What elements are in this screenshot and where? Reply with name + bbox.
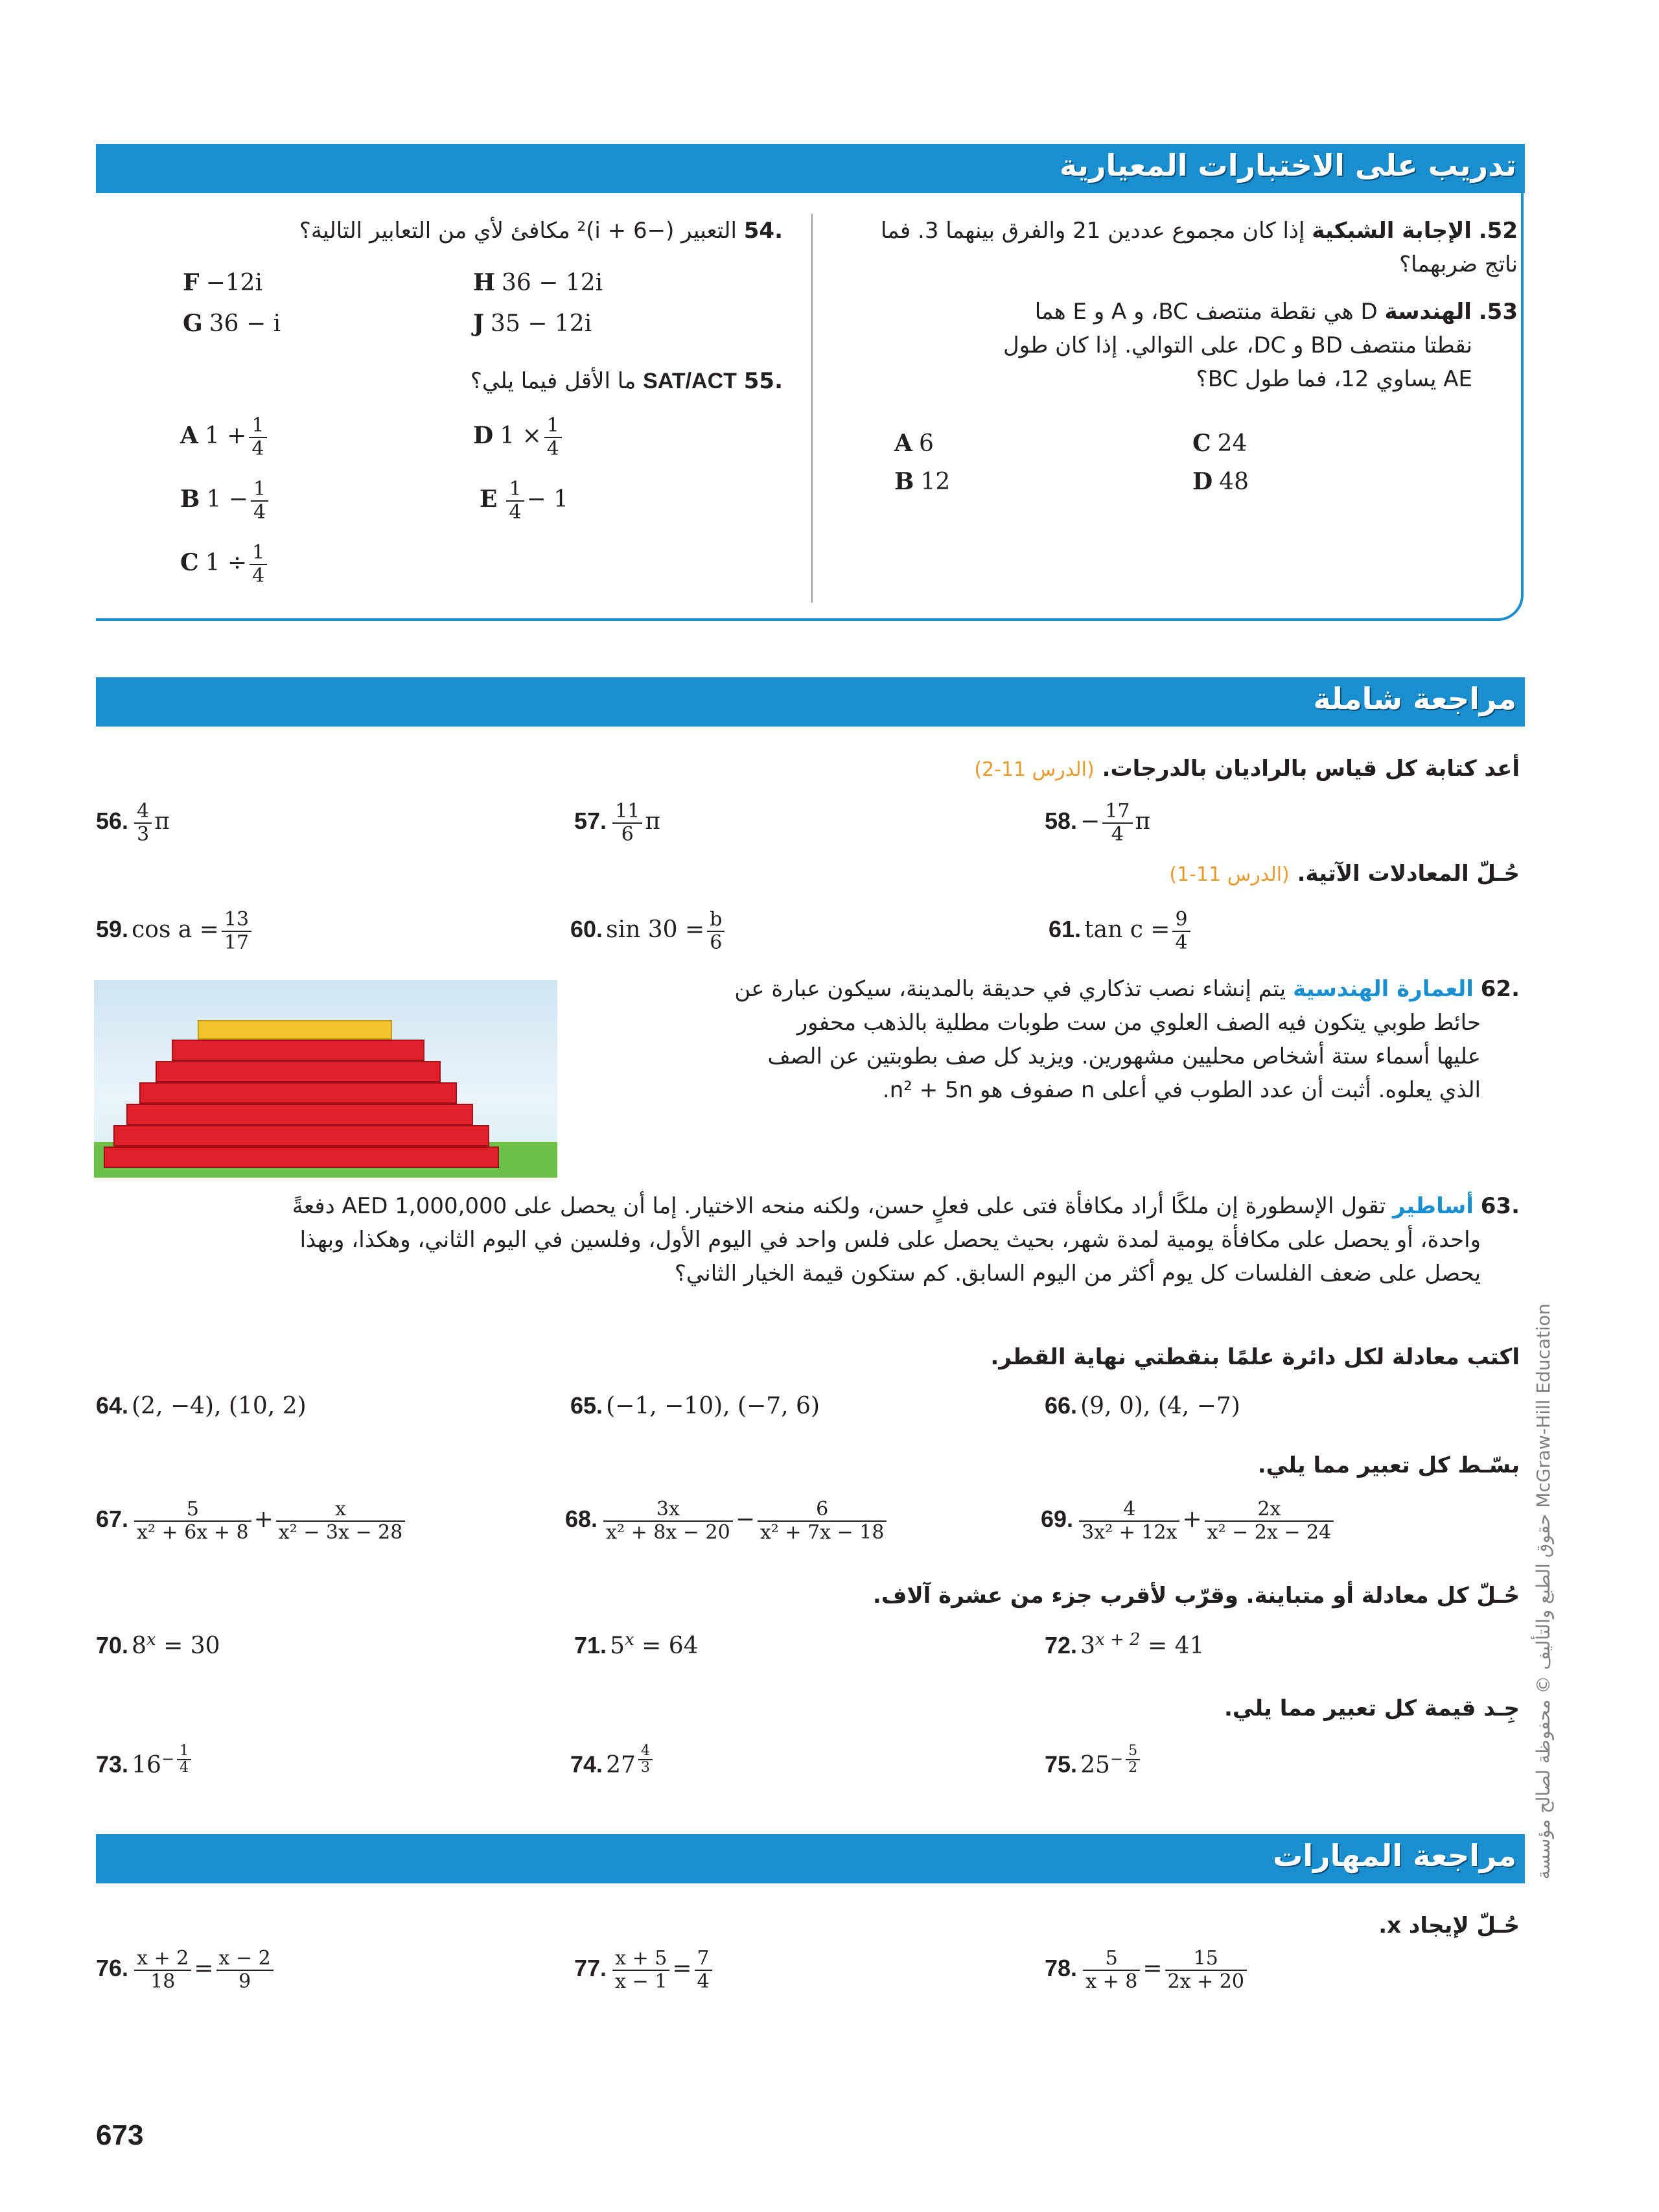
numerator: 5 [134,1498,251,1522]
q55-choice-d[interactable] [473,415,564,460]
denominator: 2 [1128,1760,1138,1776]
fractional-exponent [161,1743,194,1776]
brick-row-3 [126,1104,473,1125]
choice-value: 1 + [204,423,247,449]
q55-text: ما الأقل فيما يلي؟ [470,368,636,394]
q53-number: 53. [1478,299,1518,325]
problem-number: 64. [96,1392,129,1419]
choice-key: A [894,430,912,457]
numerator: x + 2 [134,1948,191,1971]
denominator: 3x² + 12x [1082,1521,1178,1544]
denominator: 2x + 20 [1167,1970,1244,1993]
fraction [134,1948,191,1993]
choice-key: F [183,269,200,296]
q52-text: إذا كان مجموع عددين 21 والفرق بينهما 3. فما ناتج ضربهما؟ [880,218,1518,277]
q62-line-3: عليها أسماء ستة أشخاص محليين مشهورين. ويزيد كل صف بطوبتين عن الصف [767,1043,1481,1069]
fraction [638,1743,653,1776]
base: 16 [132,1751,161,1778]
q54-choice-h[interactable] [473,269,603,296]
q62-line-2: حائط طوبي يتكون فيه الصف العلوي من ست طوبات مطلية بالذهب محفور [796,1010,1481,1036]
problem-57 [574,800,660,846]
problem-67 [96,1498,408,1544]
right-hand-side: = 64 [642,1633,699,1659]
expression: sin 30 = [606,916,705,943]
expression: tan c = [1084,916,1170,943]
problem-number: 76. [96,1955,129,1981]
q53-choice-d[interactable] [1192,468,1249,495]
q62-line-4: الذي يعلوه. أثبت أن عدد الطوب في أعلى n صفوف هو n² + 5n. [882,1077,1481,1103]
problem-76: 76. $\frac{x + 2}{18}$ = $\frac{x - 2}{9}$ [96,1948,276,1993]
problem-number: 57. [574,808,607,834]
instruction-text: أعد كتابة كل قياس بالراديان بالدرجات. [1102,756,1520,782]
q55-choice-b[interactable] [180,478,271,524]
fractional-exponent [636,1743,655,1776]
numerator: 5 [1083,1948,1140,1971]
choice-key: B [894,468,914,495]
q53-choice-b[interactable] [894,468,950,495]
problem-74 [570,1743,655,1778]
fraction [222,909,251,954]
problem-66 [1045,1392,1240,1419]
denominator: 6 [621,823,634,846]
fraction-one-quarter: $\frac{1}{4}$ [506,478,524,524]
denominator: x² − 2x − 24 [1207,1521,1332,1544]
operator: − [735,1506,755,1533]
q63-line-1 [107,1189,1520,1223]
brick-row-6 [172,1040,424,1061]
problem-77: 77. $\frac{x + 5}{x - 1}$ = $\frac{7}{4}$ [574,1948,715,1993]
lesson-ref: (الدرس 11-1) [1169,863,1290,886]
question-62 [548,972,1520,1107]
fraction [1172,909,1190,954]
denominator: x² + 7x − 18 [760,1521,885,1544]
problem-61 [1049,909,1193,954]
q54-number: .54 [743,218,783,244]
q62-number: .62 [1480,976,1520,1002]
exponent-sign: − [161,1749,175,1768]
fraction [216,1948,273,1993]
fraction [1079,1498,1179,1544]
problem-75 [1045,1743,1143,1778]
q52-label: الإجابة الشبكية [1312,218,1472,244]
choice-value: 48 [1219,469,1249,495]
problem-70 [96,1630,220,1659]
choice-key: C [180,549,199,576]
numerator: 11 [612,800,642,824]
brick-row-5 [156,1061,441,1082]
problem-number: 78. [1045,1955,1078,1981]
instruction-radians [159,752,1520,787]
numerator: 6 [758,1498,887,1522]
q52-number: 52. [1478,218,1518,244]
question-63 [107,1189,1520,1290]
numerator: 3x [603,1498,733,1522]
brick-row-1 [104,1147,499,1168]
instruction-solve-round: حُـلّ كل معادلة أو متباينة. وقرّب لأقرب جزء من عشرة آلاف. [872,1583,1520,1609]
q54-choice-f[interactable] [183,269,262,296]
fraction [134,800,152,846]
q53-line-1-text: D هي نقطة منتصف BC، و A و E هما [1034,299,1378,325]
choice-value: −12i [205,270,263,296]
skills-title: مراجعة المهارات [1273,1838,1516,1873]
q55-choice-e[interactable] [480,478,568,524]
q62-label: العمارة الهندسية [1292,976,1474,1002]
minus-sign: − [1080,808,1100,835]
choice-value: 1 ÷ [205,550,248,576]
expression: (−1, −10), (−7, 6) [606,1393,820,1419]
choice-value: 36 − i [209,310,281,337]
choice-key: A [180,422,198,449]
question-53 [857,295,1518,396]
numerator: 4 [638,1743,653,1760]
problem-number: 72. [1045,1632,1078,1659]
q53-label: الهندسة [1384,299,1472,325]
choice-key: D [473,422,494,449]
fraction [695,1948,712,1993]
problem-number: 69. [1041,1506,1074,1532]
standardized-title: تدريب على الاختبارات المعيارية [1059,148,1516,183]
lesson-ref: (الدرس 11-2) [974,758,1095,781]
q54-choice-j[interactable] [473,310,592,337]
numerator: x [276,1498,406,1522]
fraction-one-quarter: $\frac{1}{4}$ [249,415,266,460]
exponent: x + 2 [1095,1630,1141,1649]
choice-key: E [480,485,498,513]
problem-number: 60. [570,916,603,942]
problem-68 [565,1498,889,1544]
operator: + [253,1506,273,1533]
q53-line-1 [857,295,1518,329]
denominator: 4 [180,1760,189,1776]
fraction [758,1498,887,1544]
q62-line-1 [548,972,1520,1006]
question-55 [135,364,783,398]
choice-key: J [473,310,485,337]
fraction [612,1948,669,1993]
question-52 [857,214,1518,281]
expression: cos a = [132,916,219,943]
fraction [603,1498,733,1544]
pi-symbol: π [154,808,170,835]
numerator: 9 [1172,909,1190,932]
pi-symbol: π [645,808,660,835]
fraction [134,1498,251,1544]
problem-number: 66. [1045,1392,1078,1419]
fraction [1126,1743,1140,1776]
fraction [1205,1498,1334,1544]
choice-key: D [1192,468,1213,495]
copyright-side-note: حقوق الطبع والتأليف © محفوظة لصالح مؤسسة McGraw-Hill Education [1533,1303,1554,1880]
base: 8 [132,1633,147,1659]
review-title: مراجعة شاملة [1313,681,1516,716]
fraction [1165,1948,1247,1993]
fraction [177,1743,191,1776]
fraction [707,909,725,954]
q53-choice-a[interactable] [894,430,934,457]
problem-60 [570,909,727,954]
fraction-one-quarter: $\frac{1}{4}$ [544,415,562,460]
denominator: 17 [224,931,249,954]
q63-line-3: يحصل على ضعف الفلسات كل يوم أكثر من اليوم السابق. كم ستكون قيمة الخيار الثاني؟ [674,1261,1481,1286]
numerator: 4 [1079,1498,1179,1522]
numerator: 5 [1126,1743,1140,1760]
problem-71 [574,1630,699,1659]
q62-line-1-text: يتم إنشاء نصب تذكاري في حديقة بالمدينة، سيكون عبارة عن [734,976,1286,1002]
instruction-solve-x: حُـلّ لإيجاد x. [1378,1913,1520,1938]
q55-number: .55 [743,368,783,394]
problem-number: 65. [570,1392,603,1419]
base: 3 [1080,1633,1096,1659]
fractional-exponent [1109,1743,1143,1776]
q63-label: أساطير [1393,1193,1474,1219]
base: 25 [1080,1751,1110,1778]
denominator: x + 8 [1085,1970,1138,1993]
choice-value: − 1 [526,486,569,513]
choice-value: 35 − 12i [491,310,592,337]
review-header-bar [96,677,1525,727]
exponent: x [146,1630,156,1649]
denominator: x² + 6x + 8 [137,1521,249,1544]
problem-69 [1041,1498,1336,1544]
problem-72 [1045,1630,1204,1659]
choice-value: 6 [918,430,934,457]
choice-key: H [473,269,496,296]
q54-choice-g[interactable] [183,310,281,337]
denominator: 4 [1175,931,1188,954]
q55-label: SAT/ACT [643,369,737,393]
q54-text: التعبير (−6 + i)² مكافئ لأي من التعابير التالية؟ [299,218,737,244]
numerator: 1 [177,1743,191,1760]
q53-line-3: AE يساوي 12، فما طول BC؟ [1196,366,1472,392]
fraction [276,1498,406,1544]
instruction-simplify: بسّـط كل تعبير مما يلي. [1257,1452,1520,1478]
choice-key: C [1192,430,1211,457]
numerator: x − 2 [216,1948,273,1971]
q63-line-2: واحدة، أو يحصل على مكافأة يومية لمدة شهر، بحيث يحصل على فلس واحد في اليوم الأول، وفلسين في اليوم الثاني، وهكذا، وبهذا [299,1227,1481,1253]
denominator: 4 [1111,823,1124,846]
fraction-one-quarter: $\frac{1}{4}$ [251,478,268,524]
instruction-text: حُـلّ المعادلات الآتية. [1297,861,1520,887]
exponent: x [625,1630,634,1649]
q63-number: .63 [1480,1193,1520,1219]
exponent-sign: − [1109,1749,1124,1768]
choice-key: G [183,310,203,337]
q53-line-2: نقطتا منتصف BD و DC، على التوالي. إذا كان طول [1003,332,1472,358]
numerator: 7 [695,1948,712,1971]
fraction [1102,800,1132,846]
problem-58 [1045,800,1150,846]
problem-65 [570,1392,820,1419]
problem-64 [96,1392,307,1419]
choice-value: 1 − [206,486,248,513]
denominator: x² − 3x − 28 [278,1521,403,1544]
brick-row-4 [139,1082,457,1104]
q53-choice-c[interactable] [1192,430,1247,457]
numerator: 4 [134,800,152,824]
problem-number: 58. [1045,808,1078,834]
numerator: b [707,909,725,932]
choice-value: 36 − 12i [502,270,603,296]
brick-wall-illustration [94,980,557,1178]
base: 5 [610,1633,625,1659]
question-54 [135,214,783,248]
q63-line-1-text: تقول الإسطورة إن ملكًا أراد مكافأة فتى على فعلٍ حسن، ولكنه منحه الاختيار. إما أن يحصل على AED 1,000,000 دفعةً [292,1193,1386,1219]
numerator: 2x [1205,1498,1334,1522]
pi-symbol: π [1135,808,1151,835]
brick-row-7-gold [198,1020,392,1040]
denominator: x² + 8x − 20 [606,1521,730,1544]
expression: (2, −4), (10, 2) [132,1393,307,1419]
base: 27 [606,1751,636,1778]
denominator: 4 [697,1970,710,1993]
problem-number: 56. [96,808,129,834]
problem-number: 59. [96,916,129,942]
problem-number: 70. [96,1632,129,1659]
problem-59 [96,909,254,954]
instruction-circle-equation: اكتب معادلة لكل دائرة علمًا بنقطتي نهاية القطر. [990,1344,1520,1370]
problem-number: 61. [1049,916,1082,942]
choice-value: 24 [1217,430,1247,457]
numerator: 15 [1165,1948,1247,1971]
denominator: 6 [710,931,723,954]
column-divider [811,214,813,603]
problem-number: 74. [570,1751,603,1778]
fraction [612,800,642,846]
numerator: x + 5 [612,1948,669,1971]
choice-value: 1 × [500,423,542,449]
q55-choice-a[interactable] [180,415,270,460]
instruction-evaluate: جِـد قيمة كل تعبير مما يلي. [1224,1695,1520,1721]
problem-number: 67. [96,1506,129,1532]
numerator: 13 [222,909,251,932]
problem-56 [96,800,170,846]
problem-number: 71. [574,1632,607,1659]
instruction-solve-equations [159,857,1520,892]
numerator: 17 [1102,800,1132,824]
problem-number: 68. [565,1506,598,1532]
fraction [1083,1948,1140,1993]
problem-number: 73. [96,1751,129,1778]
q55-choice-c[interactable] [180,542,270,587]
problem-number: 75. [1045,1751,1078,1778]
denominator: 18 [150,1970,176,1993]
choice-value: 12 [920,469,951,495]
problem-number: 77. [574,1955,607,1981]
denominator: 3 [137,823,150,846]
problem-78: 78. $\frac{5}{x + 8}$ = $\frac{15}{2x + 20}$ [1045,1948,1249,1993]
choice-key: B [180,485,200,513]
problem-73 [96,1743,194,1778]
page-number: 673 [96,2119,144,2151]
expression: (9, 0), (4, −7) [1080,1393,1240,1419]
denominator: 9 [238,1970,251,1993]
right-hand-side: = 41 [1148,1633,1205,1659]
operator: + [1182,1506,1202,1533]
fraction-one-quarter: $\frac{1}{4}$ [249,542,267,587]
brick-row-2 [113,1125,489,1147]
denominator: 3 [640,1760,650,1776]
denominator: x − 1 [615,1970,667,1993]
right-hand-side: = 30 [163,1633,220,1659]
